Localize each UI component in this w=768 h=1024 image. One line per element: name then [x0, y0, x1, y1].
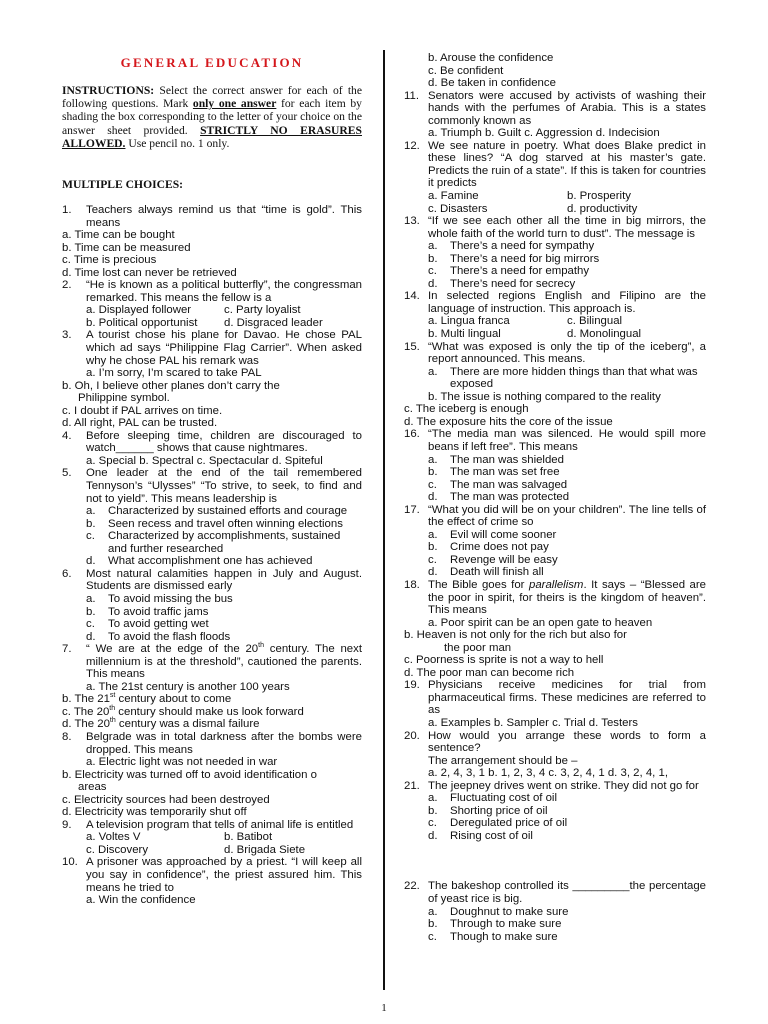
question: [404, 140, 706, 190]
question-text-italic: parallelism: [528, 578, 584, 591]
question-number: 4.: [62, 429, 72, 442]
question-number: 17.: [404, 503, 420, 516]
answer-text: Evil will come sooner: [450, 528, 557, 541]
question-number: 1.: [62, 204, 72, 216]
question-text: “If we see each other all the time in big mirrors, the whole faith of the world turn to dust”. The message is: [428, 215, 706, 240]
question: [62, 467, 362, 505]
answer-text: To avoid getting wet: [108, 618, 209, 631]
answer-continuation: Philippine symbol.: [78, 392, 170, 405]
answer-text: Deregulated price of oil: [450, 817, 568, 830]
answer-letter: a.: [428, 365, 438, 378]
question-number: 5.: [62, 467, 72, 480]
answer-choice: [404, 240, 706, 253]
answer-choice: c. Poorness is sprite is not a way to hell: [404, 654, 604, 667]
answer-choice: [404, 541, 706, 554]
spacer: [404, 842, 706, 880]
question-text: [428, 579, 706, 617]
question-text: One leader at the end of the tail remembered Tennyson’s “Ulysses” “To strive, to seek, to find and not to yield”. This means leadership is: [86, 467, 362, 505]
answer-choice: [404, 265, 706, 278]
question: [62, 643, 362, 681]
answer-choice: c. Party loyalist: [224, 304, 301, 317]
answer-choice: d. Electricity was temporarily shut off: [62, 806, 247, 819]
answer-letter: c.: [428, 553, 437, 566]
question-number: 19.: [404, 679, 420, 692]
question-text: In selected regions English and Filipino are the language of instruction. This approach is.: [428, 290, 706, 315]
answer-letter: b.: [428, 252, 438, 265]
answer-choice: [404, 792, 706, 805]
question: [62, 568, 362, 593]
answer-text: Death will finish all: [450, 566, 544, 579]
answer-text: The man was shielded: [450, 453, 564, 466]
answer-choice: [404, 466, 706, 479]
answer-choice: d. Disgraced leader: [224, 316, 323, 329]
answer-choice: c. Disasters: [428, 202, 488, 215]
superscript: th: [109, 705, 116, 713]
question: [404, 290, 706, 315]
question-text: A prisoner was approached by a priest. “I will keep all you say in confidence”, the priest assured him. This means he tried to: [86, 856, 362, 894]
answer-letter: b.: [428, 541, 438, 554]
answer-choice: [404, 931, 706, 944]
answer-choice: b. Multi lingual: [428, 328, 501, 341]
answer-choice: a. Lingua franca: [428, 315, 510, 328]
answer-letter: b.: [428, 466, 438, 479]
answer-choice: d. Monolingual: [567, 328, 642, 341]
question-number: 12.: [404, 139, 420, 152]
answer-choice: [62, 606, 362, 619]
answer-choice: c. Electricity sources had been destroyed: [62, 793, 270, 806]
question-text: A television program that tells of animal life is entitled: [86, 818, 354, 831]
question-number: 22.: [404, 880, 420, 893]
answer-choice: d. productivity: [567, 202, 638, 215]
answer-choice: [404, 906, 706, 919]
instructions-no-erasures: STRICTLY NO ERASURES ALLOWED.: [62, 123, 362, 150]
question-text: The jeepney drives went on strike. They did not go for: [428, 779, 699, 792]
answer-text: To avoid missing the bus: [108, 592, 233, 605]
question: [404, 880, 706, 905]
answer-letter: c.: [428, 817, 437, 830]
superscript: th: [109, 717, 116, 725]
answer-choice: [404, 805, 706, 818]
answer-choice: [404, 366, 706, 391]
answer-choice: [404, 529, 706, 542]
left-column: [62, 204, 362, 907]
answer-choice-pair: [404, 328, 706, 341]
answer-choice: b. Batibot: [224, 831, 273, 844]
answer-choice: a. Triumph b. Guilt c. Aggression d. Indecision: [428, 127, 660, 140]
answer-text: Crime does not pay: [450, 541, 549, 554]
question-text: “What you did will be on your children”. The line tells of the effect of crime so: [428, 503, 706, 529]
answer-choice: d. The exposure hits the core of the issue: [404, 415, 613, 428]
answer-choice: b. Heaven is not only for the rich but also for: [404, 629, 627, 642]
answer-text: century should make us look forward: [115, 705, 304, 718]
question: [404, 730, 706, 755]
question: [404, 504, 706, 529]
answer-letter: b.: [86, 517, 96, 530]
answer-letter: c.: [86, 530, 95, 543]
answer-choice: a. Time can be bought: [62, 229, 175, 242]
answer-letter: d.: [428, 566, 438, 579]
question-number: 11.: [404, 89, 419, 102]
question: [404, 215, 706, 240]
answer-choice: c. Discovery: [86, 843, 149, 856]
question-text: Most natural calamities happen in July and August. Students are dismissed early: [86, 567, 362, 593]
question-text-part: The Bible goes for: [428, 578, 529, 591]
question-number: 18.: [404, 578, 420, 591]
question-text-part: century. The next millennium is at the threshold”, cautioned the parents. This means: [86, 643, 362, 681]
answer-letter: a.: [428, 792, 438, 805]
answer-choice: [404, 491, 706, 504]
answer-choice: a. Poor spirit can be an open gate to heaven: [428, 616, 653, 629]
question-text-part: “ We are at the edge of the 20: [86, 643, 259, 656]
answer-choice: a. 2, 4, 3, 1 b. 1, 2, 3, 4 c. 3, 2, 4, 1 d. 3, 2, 4, 1,: [428, 767, 668, 780]
instructions-text-2: for each item by shading the box corresponding to the letter of your choice on the answer sheet provided.: [62, 97, 362, 137]
answer-text: The man was salvaged: [450, 478, 568, 491]
question-number: 2.: [62, 279, 72, 292]
answer-text: There’s a need for empathy: [450, 265, 590, 278]
question-text: A tourist chose his plane for Davao. He chose PAL which ad says “Philippine Flag Carrier”. When asked why he chose PAL his remark was: [86, 329, 362, 367]
answer-choice: The arrangement should be –: [428, 754, 578, 767]
question: [404, 341, 706, 366]
answer-letter: d.: [86, 555, 96, 568]
answer-text: The man was protected: [450, 491, 570, 504]
answer-choice: b. Oh, I believe other planes don’t carry the: [62, 379, 280, 392]
question-number: 21.: [404, 779, 420, 792]
answer-text: b. The 21: [62, 693, 110, 706]
answer-letter: c.: [428, 930, 437, 943]
superscript: st: [109, 692, 116, 700]
answer-text: There’s a need for big mirrors: [450, 252, 600, 265]
question-number: 14.: [404, 290, 420, 303]
answer-text: What accomplishment one has achieved: [108, 555, 313, 568]
answer-text: Through to make sure: [450, 918, 562, 931]
question: [404, 780, 706, 793]
question-number: 3.: [62, 329, 72, 342]
answer-choice: c. The iceberg is enough: [404, 403, 529, 416]
answer-choice: [62, 693, 362, 706]
question-text: How would you arrange these words to form a sentence?: [428, 729, 706, 755]
answer-choice-pair: [404, 190, 706, 203]
answer-choice-pair: [404, 203, 706, 216]
superscript: th: [258, 642, 264, 650]
question: [404, 679, 706, 717]
answer-choice: a. I’m sorry, I’m scared to take PAL: [86, 367, 262, 380]
question: [62, 430, 362, 455]
answer-choice: b. Arouse the confidence: [428, 52, 554, 64]
right-column: [404, 52, 706, 943]
question: [62, 279, 362, 304]
answer-choice: [62, 718, 362, 731]
question-number: 16.: [404, 428, 420, 441]
answer-text: There’s need for secrecy: [450, 277, 576, 290]
answer-choice: [62, 631, 362, 644]
page-number: 1: [381, 1002, 387, 1014]
answer-choice: a. Electric light was not needed in war: [86, 756, 278, 769]
question-number: 13.: [404, 215, 420, 228]
question-text: “The media man was silenced. He would spill more beans if left free”. This means: [428, 428, 706, 453]
answer-choice: [62, 618, 362, 631]
answer-choice: [404, 830, 706, 843]
question-number: 7.: [62, 643, 72, 656]
answer-letter: b.: [428, 804, 438, 817]
answer-choice: [62, 706, 362, 719]
answer-choice: [404, 918, 706, 931]
answer-choice: [404, 454, 706, 467]
instructions-only-one: only one answer: [192, 97, 277, 111]
answer-letter: c.: [428, 478, 437, 491]
answer-text: Revenge will be easy: [450, 553, 558, 566]
answer-text: The man was set free: [450, 466, 560, 479]
question-number: 9.: [62, 818, 72, 831]
answer-text: Fluctuating cost of oil: [450, 792, 557, 805]
answer-text: c. The 20: [62, 705, 110, 718]
answer-choice-pair: [62, 844, 362, 857]
question: [404, 428, 706, 453]
answer-continuation: areas: [78, 781, 107, 794]
instructions-label: INSTRUCTIONS:: [62, 84, 155, 97]
answer-choice: c. Be confident: [428, 64, 504, 77]
question-text: Belgrade was in total darkness after the bombs were dropped. This means: [86, 730, 362, 756]
answer-choice: a. Displayed follower: [86, 304, 192, 317]
answer-choice: d. Time lost can never be retrieved: [62, 266, 237, 279]
answer-letter: a.: [86, 592, 96, 605]
question: [62, 731, 362, 756]
question-text: Teachers always remind us that “time is gold”. This means: [86, 204, 362, 229]
answer-text: century was a dismal failure: [115, 718, 260, 731]
question-text: The bakeshop controlled its _________the percentage of yeast rice is big.: [428, 880, 706, 905]
answer-choice: a. Special b. Spectral c. Spectacular d. Spiteful: [86, 454, 323, 467]
answer-choice: [62, 530, 362, 555]
answer-continuation: the poor man: [444, 641, 512, 654]
answer-choice: d. Be taken in confidence: [428, 77, 556, 90]
answer-letter: a.: [428, 240, 438, 253]
answer-text: century about to come: [115, 693, 232, 706]
question: [404, 90, 706, 128]
answer-text: Characterized by accomplishments, sustained and further researched: [108, 530, 341, 555]
answer-choice-pair: [62, 831, 362, 844]
answer-choice: a. The 21st century is another 100 years: [86, 680, 290, 693]
question-number: 10.: [62, 856, 78, 869]
question-text: Senators were accused by activists of washing their hands with the perfumes of Arabia. This is a states commonly known as: [428, 89, 706, 127]
answer-choice-pair: [404, 315, 706, 328]
answer-choice: d. The poor man can become rich: [404, 666, 575, 679]
answer-letter: a.: [428, 453, 438, 466]
answer-choice: d. All right, PAL can be trusted.: [62, 417, 218, 430]
answer-text: Though to make sure: [450, 930, 558, 943]
question-text: We see nature in poetry. What does Blake predict in these lines? “A dog starved at his master’s gate. Predicts the ruin of a state”. If this is taken for countries it predicts: [428, 139, 706, 190]
answer-text: There are more hidden things than that what was exposed: [450, 365, 698, 391]
answer-letter: b.: [86, 605, 96, 618]
question-text: “What was exposed is only the tip of the iceberg”, a report announced. This means.: [428, 340, 706, 366]
section-heading: MULTIPLE CHOICES:: [62, 178, 184, 191]
answer-choice: c. Time is precious: [62, 254, 157, 267]
answer-text: To avoid traffic jams: [108, 605, 209, 618]
answer-letter: d.: [428, 277, 438, 290]
question: [404, 579, 706, 617]
answer-choice: b. Prosperity: [567, 190, 631, 203]
answer-choice: [404, 278, 706, 291]
instructions: [62, 84, 362, 150]
answer-letter: a.: [86, 505, 96, 518]
answer-text: To avoid the flash floods: [108, 630, 231, 643]
answer-choice: [404, 817, 706, 830]
answer-choice: b. Electricity was turned off to avoid identification o: [62, 768, 317, 781]
instructions-text-1: Select the correct answer for each of the following questions. Mark: [62, 84, 362, 111]
instructions-text-3: Use pencil no. 1 only.: [128, 136, 230, 150]
question: [62, 204, 362, 229]
answer-letter: b.: [428, 918, 438, 931]
answer-choice: [62, 555, 362, 568]
question-text: “He is known as a political butterfly”, the congressman remarked. This means the fellow is a: [86, 279, 362, 304]
answer-choice: c. Bilingual: [567, 315, 623, 328]
answer-choice: a. Famine: [428, 190, 479, 203]
answer-choice-pair: [62, 317, 362, 330]
answer-letter: d.: [428, 829, 438, 842]
answer-letter: a.: [428, 528, 438, 541]
answer-text: Seen recess and travel often winning elections: [108, 517, 343, 530]
question-text: [86, 643, 362, 681]
question-number: 15.: [404, 340, 420, 353]
answer-letter: d.: [86, 630, 96, 643]
answer-choice: a. Win the confidence: [86, 894, 196, 907]
answer-choice: [404, 554, 706, 567]
answer-choice: b. Political opportunist: [86, 316, 198, 329]
answer-text: Characterized by sustained efforts and courage: [108, 505, 348, 518]
question-number: 20.: [404, 729, 420, 742]
answer-choice: a. Examples b. Sampler c. Trial d. Testers: [428, 716, 638, 729]
answer-letter: c.: [86, 618, 95, 631]
question-text: Before sleeping time, children are discouraged to watch______ shows that cause nightmares.: [86, 429, 362, 455]
answer-choice: [404, 566, 706, 579]
answer-choice: b. The issue is nothing compared to the reality: [428, 390, 661, 403]
answer-text: d. The 20: [62, 718, 110, 731]
page-title: GENERAL EDUCATION: [120, 55, 304, 70]
answer-letter: a.: [428, 905, 438, 918]
answer-text: There’s a need for sympathy: [450, 240, 595, 253]
answer-choice: [62, 518, 362, 531]
question-text-part: . It says – “Blessed are the poor in spirit, for theirs is the kingdom of heaven”. This means: [428, 578, 707, 617]
answer-text: Shorting price of oil: [450, 804, 548, 817]
answer-letter: d.: [428, 491, 438, 504]
answer-letter: c.: [428, 265, 437, 278]
question: [62, 329, 362, 367]
column-divider: [383, 50, 385, 990]
question: [62, 819, 362, 832]
answer-choice: a. Voltes V: [86, 831, 141, 844]
answer-choice: [62, 505, 362, 518]
answer-choice-pair: [62, 304, 362, 317]
answer-choice: [404, 253, 706, 266]
answer-text: Doughnut to make sure: [450, 905, 569, 918]
answer-text: Rising cost of oil: [450, 829, 533, 842]
answer-choice: c. I doubt if PAL arrives on time.: [62, 404, 223, 417]
answer-choice: [62, 593, 362, 606]
question: [62, 856, 362, 894]
answer-choice: [404, 479, 706, 492]
question-text: Physicians receive medicines for trial from pharmaceutical firms. These medicines are referred to as: [428, 679, 706, 717]
answer-choice: d. Brigada Siete: [224, 843, 306, 856]
question-number: 6.: [62, 567, 72, 580]
question-number: 8.: [62, 730, 72, 743]
answer-choice: b. Time can be measured: [62, 241, 191, 254]
